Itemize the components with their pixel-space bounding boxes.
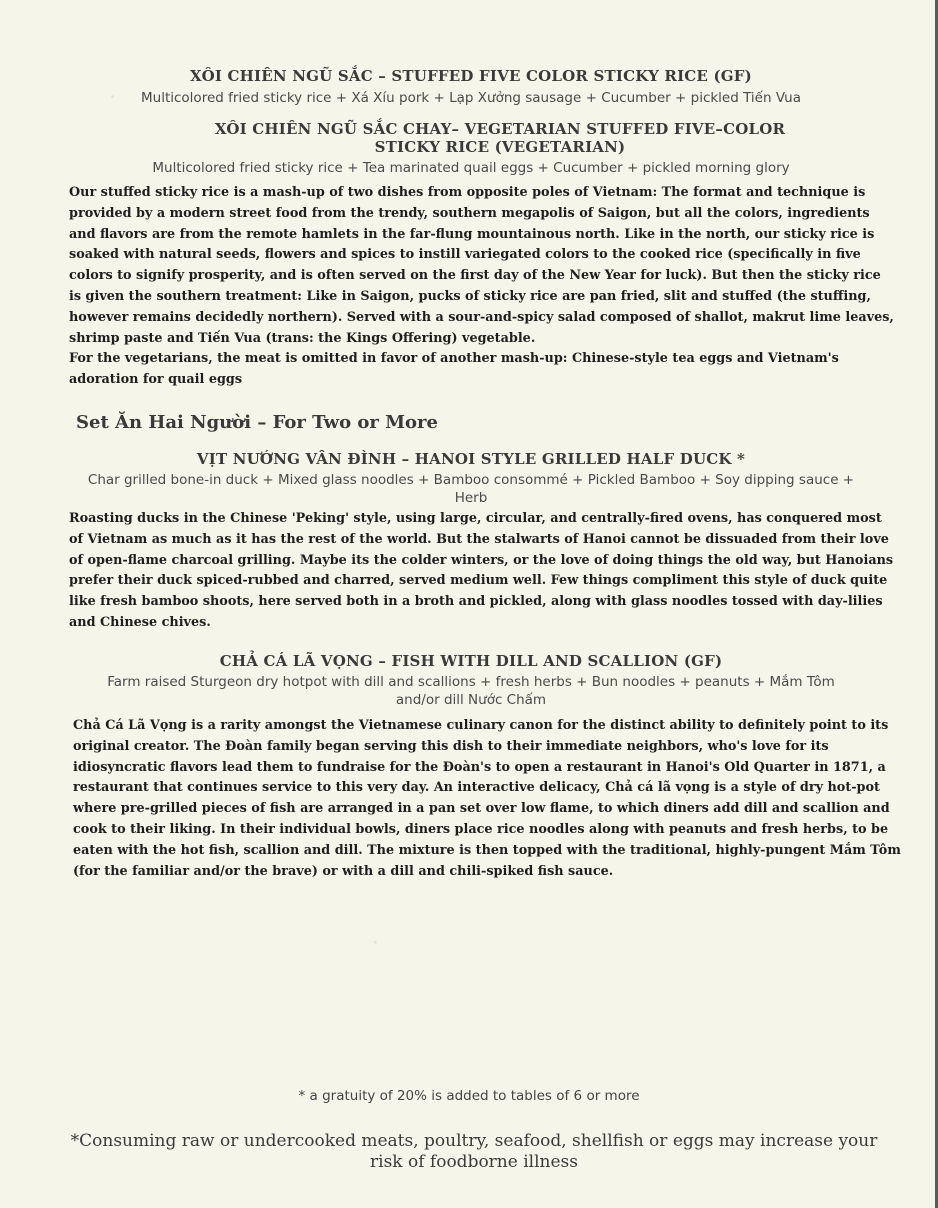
section-heading-for-two: Set Ăn Hai Người – For Two or More — [76, 412, 438, 433]
food-safety-warning: *Consuming raw or undercooked meats, poultry, seafood, shellfish or eggs may increase your risk of foodborne illness — [70, 1131, 878, 1172]
description-paragraph: Chả Cá Lã Vọng is a rarity amongst the Vietnamese culinary canon for the distinct ability to definitely point to its original creator. The Đoàn family began serving this dish to their immediate neighbors, who's love for its idiosyncratic flavors lead them to fundraise for the Đoàn's to open a restaurant in Hanoi's Old Quarter in 1871, a restaurant that continues service to this very day. An interactive delicacy, Chả cá lã vọng is a style of dry hot-pot where pre-grilled pieces of fish are arranged in a pan set over low flame, to which diners add dill and scallion and cook to their liking. In their individual bowls, diners place rice noodles along with peanuts and fresh herbs, to be eaten with the hot fish, scallion and dill. The mixture is then topped with the traditional, highly-pungent Mắm Tôm (for the familiar and/or the brave) or with a dill and chili-spiked fish sauce. — [73, 718, 901, 879]
dish-subtitle-vegetarian-sticky-rice: Multicolored fried sticky rice + Tea marinated quail eggs + Cucumber + pickled morning glory — [152, 160, 790, 176]
dish-title-fish-with-dill: CHẢ CÁ LÃ VỌNG – FISH WITH DILL AND SCALLION (GF) — [219, 652, 723, 670]
dish-title-vegetarian-sticky-rice: XÔI CHIÊN NGŨ SẮC CHAY– VEGETARIAN STUFFED FIVE–COLOR STICKY RICE (VEGETARIAN) — [214, 120, 786, 156]
description-paragraph: Our stuffed sticky rice is a mash-up of two dishes from opposite poles of Vietnam: The format and technique is provided by a modern street food from the trendy, southern megapolis of Saigon, but all the colors, ingredients and flavors are from the remote hamlets in the far-flung mountainous north. Like in the north, our sticky rice is soaked with natural seeds, flowers and spices to instill variegated colors to the cooked rice (specifically in five colors to signify prosperity, and is often served on the first day of the New Year for luck). But then the sticky rice is given the southern treatment: Like in Saigon, pucks of sticky rice are pan fried, slit and stuffed (the stuffing, however remains decidedly northern). Served with a sour-and-spicy salad composed of shallot, makrut lime leaves, shrimp paste and Tiến Vua (trans: the Kings Offering) vegetable. — [69, 185, 894, 346]
description-paragraph: Roasting ducks in the Chinese 'Peking' style, using large, circular, and centrally-fired ovens, has conquered most of Vietnam as much as it has the rest of the world. But the stalwarts of Hanoi cannot be dissuaded from their love of open-flame charcoal grilling. Maybe its the colder winters, or the love of doing things the old way, but Hanoians prefer their duck spiced-rubbed and charred, served medium well. Few things compliment this style of duck quite like fresh bamboo shoots, here served both in a broth and pickled, along with glass noodles tossed with day-lilies and Chinese chives. — [69, 511, 894, 630]
description-paragraph: For the vegetarians, the meat is omitted in favor of another mash-up: Chinese-style tea eggs and Vietnam's adoration for quail eggs — [69, 351, 839, 388]
dish-subtitle-fish-with-dill: Farm raised Sturgeon dry hotpot with dill and scallions + fresh herbs + Bun noodles + peanuts + Mắm Tôm and/or dill Nước Chấm — [107, 674, 835, 708]
dish-title-stuffed-sticky-rice: XÔI CHIÊN NGŨ SẮC – STUFFED FIVE COLOR STICKY RICE (GF) — [190, 67, 752, 85]
gratuity-note: * a gratuity of 20% is added to tables of 6 or more — [298, 1088, 640, 1104]
dish-description-grilled-duck — [69, 509, 895, 634]
dish-description-sticky-rice — [69, 183, 895, 391]
dish-title-grilled-duck: VỊT NƯỚNG VÂN ĐÌNH – HANOI STYLE GRILLED HALF DUCK * — [196, 450, 746, 468]
dish-subtitle-grilled-duck: Char grilled bone-in duck + Mixed glass noodles + Bamboo consommé + Pickled Bamboo + Soy dipping sauce + Herb — [87, 472, 855, 506]
dish-description-fish-with-dill — [73, 716, 901, 882]
dish-subtitle-stuffed-sticky-rice: Multicolored fried sticky rice + Xá Xíu pork + Lạp Xưởng sausage + Cucumber + pickled Tiến Vua — [141, 90, 801, 106]
